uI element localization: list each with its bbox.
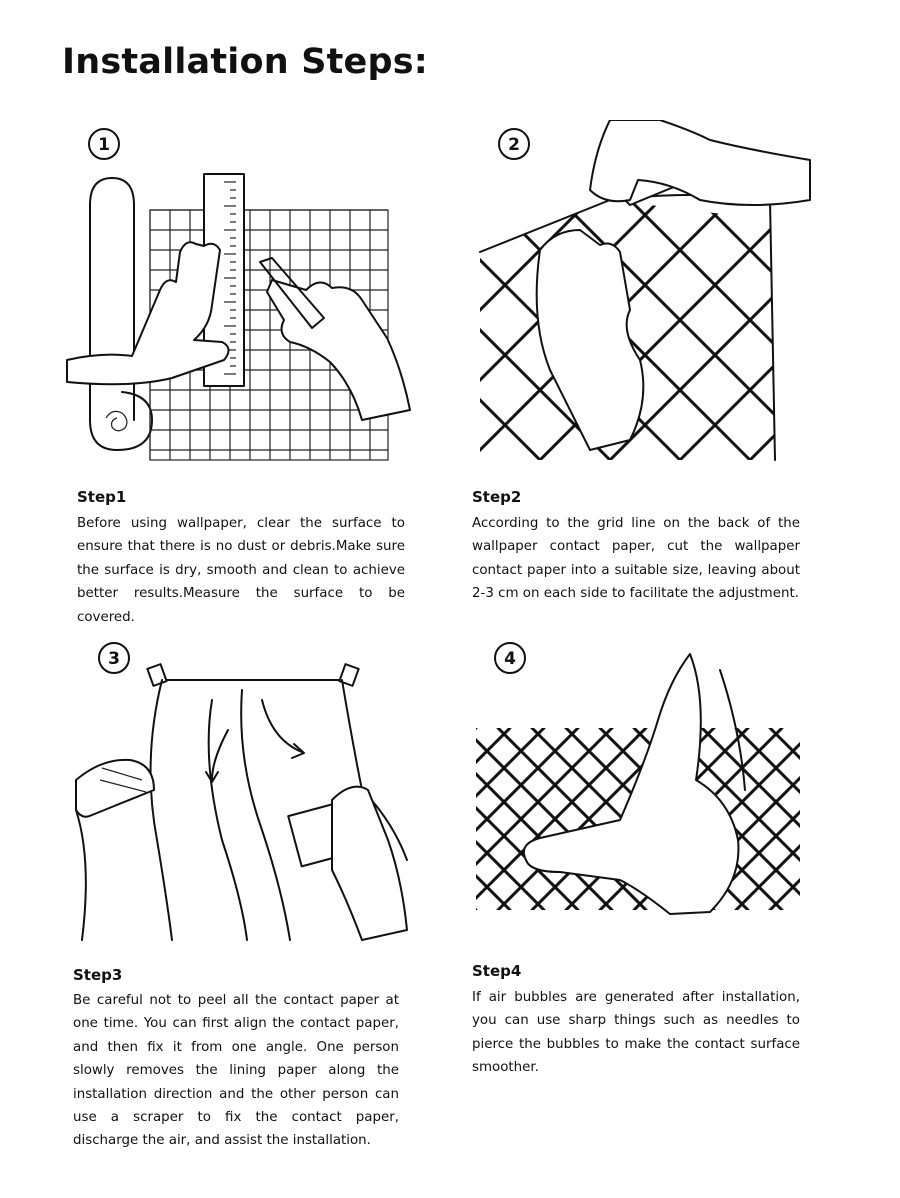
step2-heading: Step2 xyxy=(472,488,522,506)
step3-heading: Step3 xyxy=(73,966,123,984)
step4-illustration xyxy=(470,640,830,940)
step1-text: Before using wallpaper, clear the surface to ensure that there is no dust or debris.Make sure the surface is dry, smooth and clean to achieve better results.Measure the surface to be covered. xyxy=(77,516,405,625)
page-title: Installation Steps: xyxy=(62,42,428,82)
step3-text: Be careful not to peel all the contact paper at one time. You can first align the contact paper, and then fix it from one angle. One person slowly removes the lining paper along the installation direction and the other person can use a scraper to fix the contact paper, discharge the air, and assist the installation. xyxy=(73,993,399,1149)
step1-illustration xyxy=(62,120,422,470)
step2-number: 2 xyxy=(508,135,520,155)
step3-number: 3 xyxy=(108,649,120,669)
step2-illustration xyxy=(470,120,830,470)
step1-heading: Step1 xyxy=(77,488,127,506)
step4-text: If air bubbles are generated after installation, you can use sharp things such as needles to pierce the bubbles to make the contact surface smoother. xyxy=(472,990,800,1076)
step4-heading: Step4 xyxy=(472,962,522,980)
step3-illustration xyxy=(62,640,422,960)
step1-number: 1 xyxy=(98,135,110,155)
step4-number: 4 xyxy=(504,649,516,669)
step2-text: According to the grid line on the back of the wallpaper contact paper, cut the wallpaper contact paper into a suitable size, leaving about 2-3 cm on each side to facilitate the adjustment. xyxy=(472,516,800,602)
